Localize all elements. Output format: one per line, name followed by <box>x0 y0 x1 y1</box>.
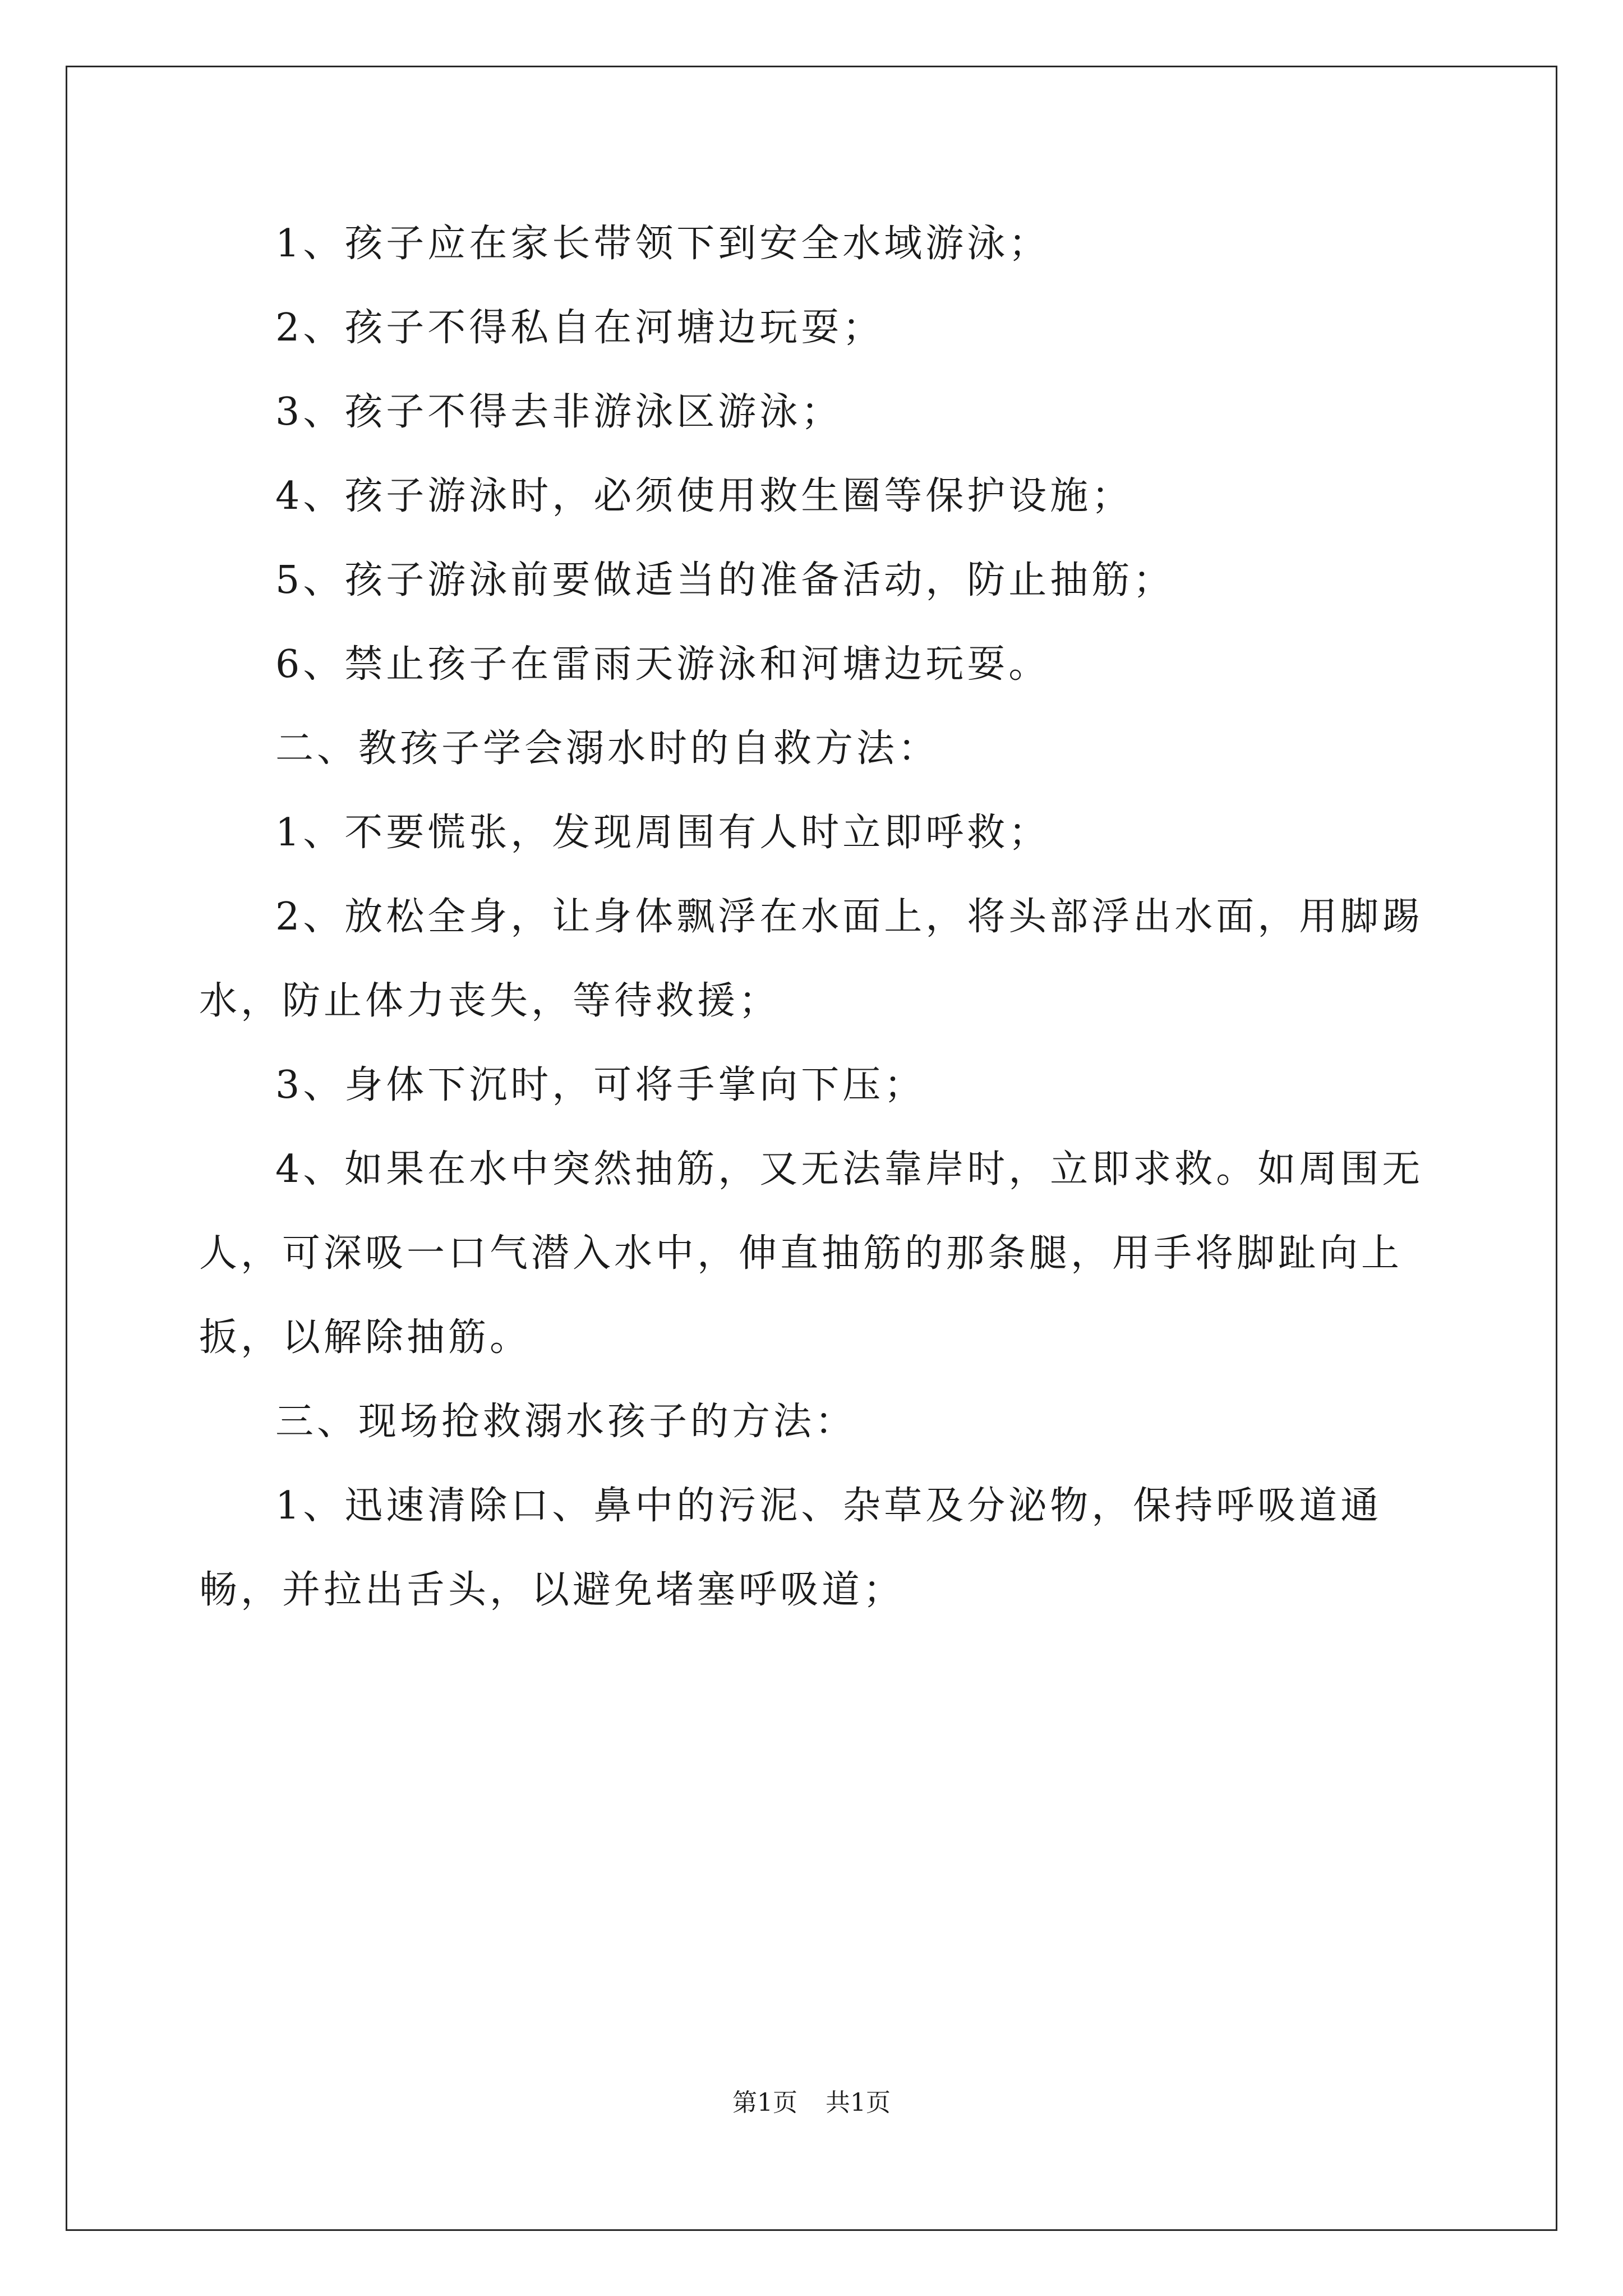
paragraph-2: 2、孩子不得私自在河塘边玩耍； <box>275 306 884 350</box>
paragraph-7: 1、不要慌张，发现周围有人时立即呼救； <box>275 811 1050 855</box>
page-total: 共1页 <box>826 2088 891 2117</box>
paragraph-5: 5、孩子游泳前要做适当的准备活动，防止抽筋； <box>275 558 1175 602</box>
section-heading-2: 二、教孩子学会溺水时的自救方法： <box>275 726 940 771</box>
page-footer <box>0 2082 1623 2118</box>
paragraph-9: 3、身体下沉时，可将手掌向下压； <box>275 1063 926 1107</box>
paragraph-3: 3、孩子不得去非游泳区游泳； <box>275 390 843 434</box>
paragraph-11: 1、迅速清除口、鼻中的污泥、杂草及分泌物，保持呼吸道通畅，并拉出舌头，以避免堵塞呼吸道； <box>199 1484 1382 1612</box>
paragraph-6: 6、禁止孩子在雷雨天游泳和河塘边玩耍。 <box>275 642 1050 687</box>
page-number: 第1页 <box>732 2088 797 2117</box>
paragraph-4: 4、孩子游泳时，必须使用救生圈等保护设施； <box>275 474 1133 518</box>
paragraph-8: 2、放松全身，让身体飘浮在水面上，将头部浮出水面，用脚踢水，防止体力丧失，等待救援； <box>199 895 1424 1023</box>
paragraph-1: 1、孩子应在家长带领下到安全水域游泳； <box>275 222 1050 266</box>
section-heading-3: 三、现场抢救溺水孩子的方法： <box>275 1400 857 1444</box>
document-body <box>199 202 1455 1632</box>
paragraph-10: 4、如果在水中突然抽筋，又无法靠岸时，立即求救。如周围无人，可深吸一口气潜入水中，伸直抽筋的那条腿，用手将脚趾向上扳，以解除抽筋。 <box>199 1147 1424 1360</box>
